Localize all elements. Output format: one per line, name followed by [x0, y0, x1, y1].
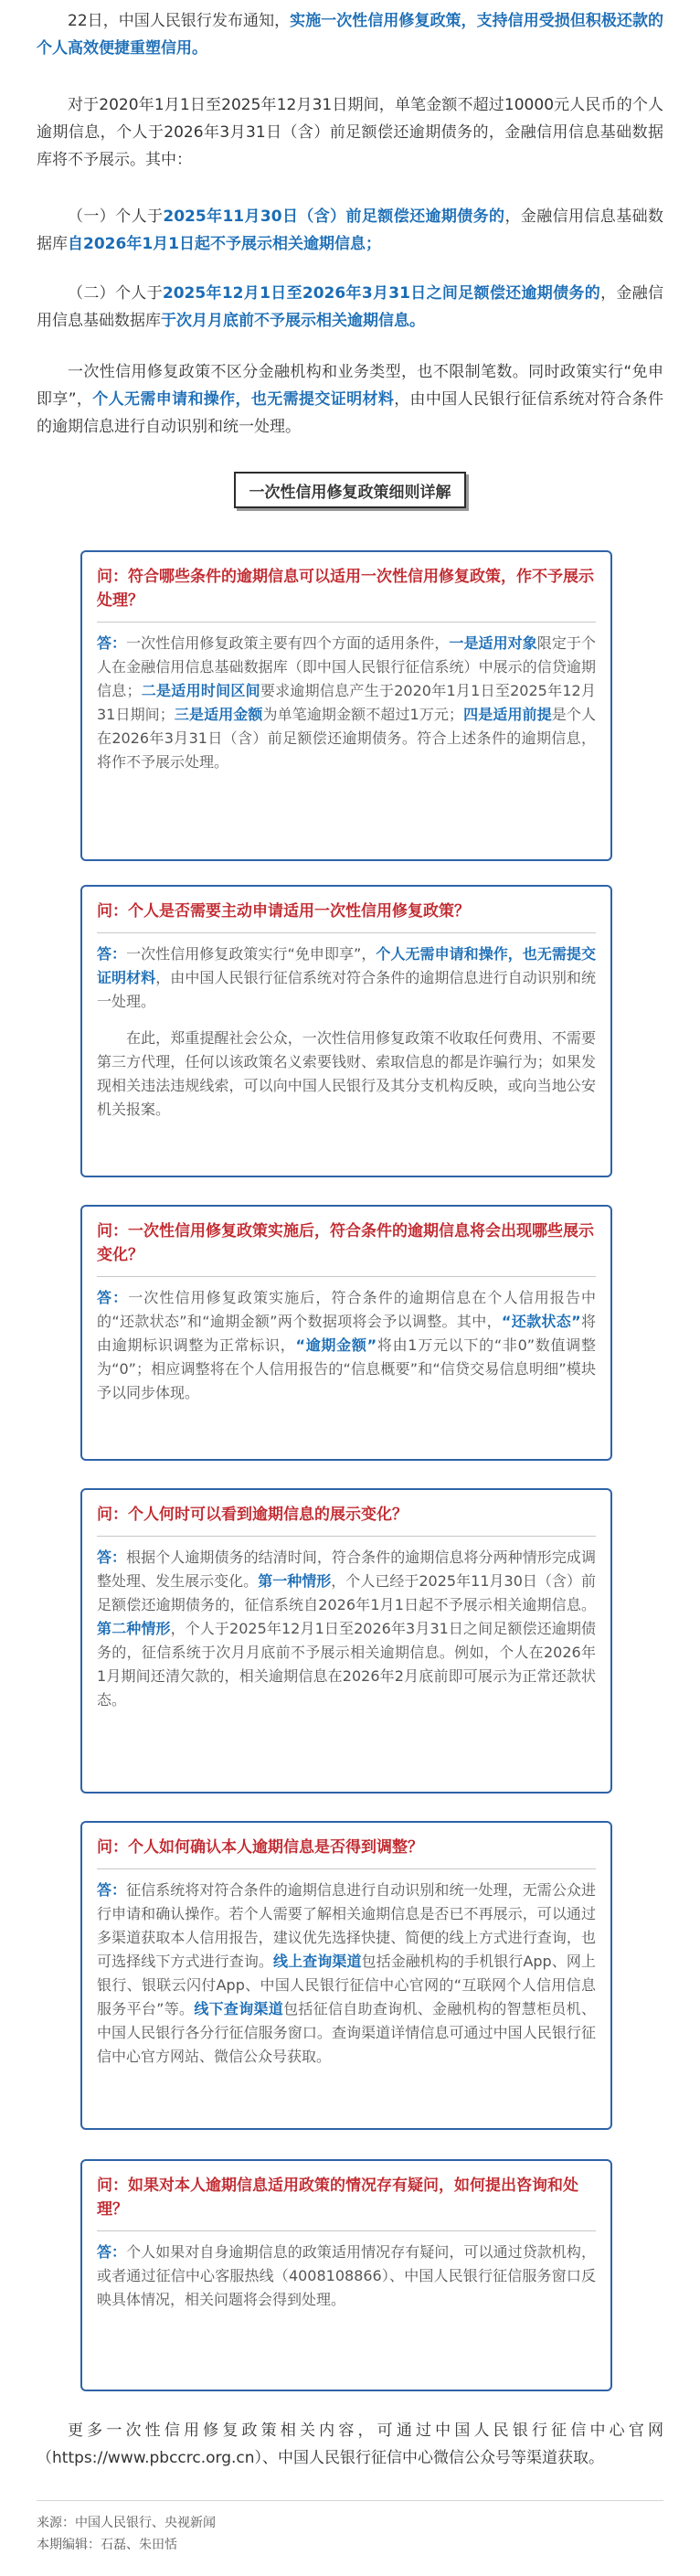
divider — [97, 622, 596, 623]
answer-span: 限定于个人在金融信用信息基础数据库（即中国人民银行征信系统）中展示的信贷逾期信息； — [97, 634, 596, 699]
answer-label: 答： — [97, 1549, 127, 1566]
intro-text: （二）个人于 — [68, 284, 163, 303]
intro-text: 22日，中国人民银行发布通知， — [68, 12, 291, 30]
answer-highlight: 第二种情形 — [97, 1620, 171, 1637]
answer-highlight: 一是适用对象 — [449, 634, 537, 652]
answer-highlight: 线下查询渠道 — [194, 2000, 284, 2017]
question-text: 问：一次性信用修复政策实施后，符合条件的逾期信息将会出现哪些展示变化？ — [97, 1222, 594, 1264]
qa-card-4 — [80, 1488, 612, 1794]
source-line: 来源：中国人民银行、央视新闻 — [37, 2516, 216, 2530]
answer-label: 答： — [97, 945, 127, 963]
intro-highlight: 自2026年1月1日起不予展示相关逾期信息； — [68, 235, 381, 253]
intro-highlight: 个人无需申请和操作，也无需提交证明材料 — [92, 390, 395, 409]
footer — [37, 2500, 663, 2556]
answer-reminder: 在此，郑重提醒社会公众，一次性信用修复政策不收取任何费用、不需要第三方代理，任何以该政策名义索要钱财、索取信息的都是诈骗行为；如果发现相关违法违规线索，可以向中国人民银行及其分支机构反映，或向当地公安机关报案。 — [97, 1029, 596, 1118]
intro-highlight: 2025年11月30日（含）前足额偿还逾期债务的 — [163, 208, 505, 226]
answer-text — [97, 2241, 596, 2312]
answer-span: 要求逾期信息产生于2020年1月1日至2025年12月31日期间； — [97, 682, 596, 723]
answer-label: 答： — [97, 1289, 129, 1306]
answer-text — [97, 1286, 596, 1405]
section-title: 一次性信用修复政策细则详解 — [234, 472, 466, 508]
answer-span: ，由中国人民银行征信系统对符合条件的逾期信息进行自动识别和统一处理。 — [97, 969, 596, 1010]
answer-span: 根据个人逾期债务的结清时间，符合条件的逾期信息将分两种情形完成调整处理、发生展示变化。 — [97, 1549, 596, 1590]
answer-highlight: “逾期金额” — [295, 1336, 377, 1354]
answer-span: 一次性信用修复政策主要有四个方面的适用条件， — [126, 634, 450, 652]
intro-paragraph-3 — [37, 203, 663, 258]
answer-highlight: 二是适用时间区间 — [141, 682, 260, 699]
divider — [97, 1868, 596, 1869]
question-text: 问：符合哪些条件的逾期信息可以适用一次性信用修复政策，作不予展示处理？ — [97, 568, 594, 610]
divider — [97, 932, 596, 933]
answer-highlight: “还款状态” — [501, 1313, 581, 1330]
qa-card-1 — [80, 550, 612, 861]
intro-paragraph-4 — [37, 280, 663, 335]
question-text: 问：个人何时可以看到逾期信息的展示变化？ — [97, 1506, 408, 1524]
answer-span: ，个人已经于2025年11月30日（含）前足额偿还逾期债务的，征信系统自2026年1月1日起不予展示相关逾期信息。 — [97, 1572, 596, 1613]
intro-paragraph-2 — [37, 91, 663, 174]
answer-span: 包括征信自助查询机、金融机构的智慧柜员机、中国人民银行各分行征信服务窗口。查询渠道详情信息可通过中国人民银行征信中心官方网站、微信公众号获取。 — [97, 2000, 596, 2065]
answer-span: 包括金融机构的手机银行App、网上银行、银联云闪付App、中国人民银行征信中心官网的“互联网个人信用信息服务平台”等。 — [97, 1953, 596, 2017]
intro-text: ，金融信用信息基础数据库 — [37, 284, 664, 330]
answer-text — [97, 942, 596, 1014]
answer-label: 答： — [97, 634, 127, 652]
divider — [97, 1536, 596, 1537]
intro-text: 对于2020年1月1日至2025年12月31日期间，单笔金额不超过10000元人民币的个人逾期信息，个人于2026年3月31日（含）前足额偿还逾期债务的，金融信用信息基础数据库将不予展示。其中： — [37, 96, 663, 169]
qa-card-6 — [80, 2159, 612, 2391]
answer-span: 是个人在2026年3月31日（含）前足额偿还逾期债务。符合上述条件的逾期信息，将作不予展示处理。 — [97, 706, 596, 771]
closing-paragraph: 更多一次性信用修复政策相关内容，可通过中国人民银行征信中心官网（https://www.pbccrc.org.cn）、中国人民银行征信中心微信公众号等渠道获取。 — [37, 2422, 663, 2467]
intro-text: ，金融信用信息基础数据库 — [37, 208, 663, 253]
answer-span: 将由1万元以下的“非0”数值调整为“0”；相应调整将在个人信用报告的“信息概要”和“信贷交易信息明细”模块予以同步体现。 — [97, 1336, 596, 1401]
answer-span: 将由逾期标识调整为正常标识， — [97, 1313, 596, 1354]
editor-line: 本期编辑：石磊、朱田恬 — [37, 2538, 177, 2552]
answer-label: 答： — [97, 1881, 127, 1899]
qa-card-5 — [80, 1821, 612, 2130]
answer-label: 答： — [97, 2243, 127, 2261]
answer-highlight: 第一种情形 — [258, 1572, 332, 1590]
intro-text: 一次性信用修复政策不区分金融机构和业务类型，也不限制笔数。同时政策实行“免申即享”， — [37, 363, 663, 409]
answer-highlight: 四是适用前提 — [463, 706, 552, 723]
answer-highlight: 三是适用金额 — [174, 706, 263, 723]
divider — [97, 1276, 596, 1277]
answer-highlight: 线上查询渠道 — [273, 1953, 362, 1970]
intro-paragraph-1 — [37, 7, 663, 62]
question-text: 问：如果对本人逾期信息适用政策的情况存有疑问，如何提出咨询和处理？ — [97, 2177, 578, 2219]
qa-card-2 — [80, 885, 612, 1177]
answer-span: 一次性信用修复政策实施后，符合条件的逾期信息在个人信用报告中的“还款状态”和“逾期金额”两个数据项将会予以调整。其中， — [97, 1289, 596, 1330]
answer-span: 征信系统将对符合条件的逾期信息进行自动识别和统一处理，无需公众进行申请和确认操作。若个人需要了解相关逾期信息是否已不再展示，可以通过多渠道获取本人信用报告，建议优先选择快捷、简便的线上方式进行查询，也可选择线下方式进行查询。 — [97, 1881, 596, 1970]
divider — [97, 2230, 596, 2231]
answer-text — [97, 1546, 596, 1712]
intro-highlight: 实施一次性信用修复政策，支持信用受损但积极还款的个人高效便捷重塑信用。 — [37, 12, 664, 58]
question-text: 问：个人是否需要主动申请适用一次性信用修复政策？ — [97, 902, 470, 921]
answer-span: ，个人于2025年12月1日至2026年3月31日之间足额偿还逾期债务的，征信系统于次月月底前不予展示相关逾期信息。例如，个人在2026年1月期间还清欠款的，相关逾期信息在2026年2月底前即可展示为正常还款状态。 — [97, 1620, 596, 1708]
intro-text: （一）个人于 — [68, 208, 164, 226]
answer-span: 一次性信用修复政策实行“免申即享”， — [126, 945, 377, 963]
answer-span: 个人如果对自身逾期信息的政策适用情况存有疑问，可以通过贷款机构，或者通过征信中心客服热线（4008108866）、中国人民银行征信服务窗口反映具体情况，相关问题将会得到处理。 — [97, 2243, 596, 2308]
intro-highlight: 2025年12月1日至2026年3月31日之间足额偿还逾期债务的 — [162, 284, 601, 303]
question-text: 问：个人如何确认本人逾期信息是否得到调整？ — [97, 1838, 423, 1857]
intro-highlight: 于次月月底前不予展示相关逾期信息。 — [161, 312, 425, 330]
answer-highlight: 个人无需申请和操作，也无需提交证明材料 — [97, 945, 596, 986]
intro-paragraph-5 — [37, 358, 663, 441]
answer-text — [97, 1879, 596, 2069]
qa-card-3 — [80, 1205, 612, 1461]
answer-text — [97, 632, 596, 774]
answer-span: 为单笔逾期金额不超过1万元； — [262, 706, 464, 723]
intro-text: ，由中国人民银行征信系统对符合条件的逾期信息进行自动识别和统一处理。 — [37, 390, 664, 436]
